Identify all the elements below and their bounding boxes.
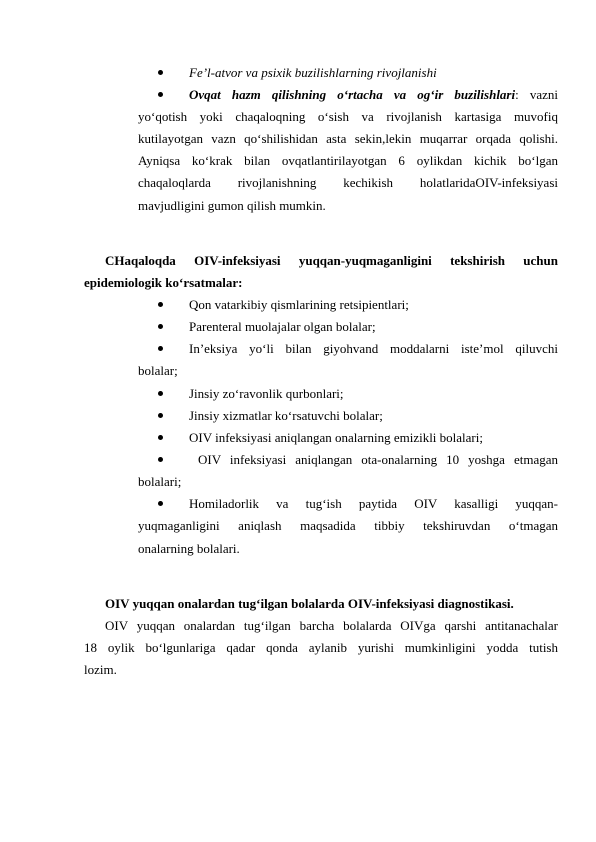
paragraph-line: lozim. [84,662,117,677]
list-item-text: Jinsiy xizmatlar ko‘rsatuvchi bolalar; [189,408,383,423]
bullet-icon [158,302,163,307]
list-item-text: OIV infeksiyasi aniqlangan ota-onalarning 10 yoshga etmagan [189,452,558,467]
paragraph-line: OIV yuqqan onalardan tug‘ilgan barcha bolalarda OIVga qarshi antitanachalar [105,618,558,633]
bullet-icon [158,391,163,396]
section-heading: CHaqaloqda OIV-infeksiyasi yuqqan-yuqmaganligini tekshirish uchun [105,253,558,268]
continuation-line: yuqmaganligini aniqlash maqsadida tibbiy tekshiruvdan o‘tmagan [138,518,558,533]
continuation-line: chaqaloqlarda rivojlanishning kechikish holatlaridaOIV-infeksiyasi [138,175,558,190]
bullet-icon [158,324,163,329]
bullet-icon [158,92,163,97]
list-item-text: Jinsiy zo‘ravonlik qurbonlari; [189,386,344,401]
continuation-line: onalarning bolalari. [138,541,240,556]
bullet-icon [158,70,163,75]
bullet-icon [158,435,163,440]
bullet-icon [158,457,163,462]
continuation-line: kutilayotgan vazn qo‘shilishidan asta sekin,lekin muqarrar orqada qolishi. [138,131,558,146]
list-item-text: Parenteral muolajalar olgan bolalar; [189,319,376,334]
section-heading: epidemiologik ko‘rsatmalar: [84,275,243,290]
list-item-text: Qon vatarkibiy qismlarining retsipientlari; [189,297,409,312]
list-item-text: Homiladorlik va tug‘ish paytida OIV kasalligi yuqqan- [189,496,558,511]
continuation-line: Ayniqsa ko‘krak bilan ovqatlantirilayotgan 6 oylikdan kichik bo‘lgan [138,153,558,168]
list-item-title: Fe’l-atvor va psixik buzilishlarning rivojlanishi [189,65,437,80]
continuation-line: bolalari; [138,474,182,489]
bullet-icon [158,346,163,351]
list-item-text: : vazni [515,87,559,102]
section-heading: OIV yuqqan onalardan tug‘ilgan bolalarda OIV-infeksiyasi diagnostikasi. [105,596,514,611]
list-item-text: OIV infeksiyasi aniqlangan onalarning emizikli bolalari; [189,430,483,445]
continuation-line: bolalar; [138,363,178,378]
continuation-line: yo‘qotish yoki chaqaloqning o‘sish va rivojlanish kartasiga muvofiq [138,109,558,124]
list-item-title: Ovqat hazm qilishning o‘rtacha va og‘ir buzilishlari [189,87,516,102]
continuation-line: mavjudligini gumon qilish mumkin. [138,198,326,213]
paragraph-line: 18 oylik bo‘lgunlariga qadar qonda aylanib yurishi mumkinligini yodda tutish [84,640,558,655]
list-item-text: In’eksiya yo‘li bilan giyohvand moddalarni iste’mol qiluvchi [189,341,558,356]
bullet-icon [158,501,163,506]
bullet-icon [158,413,163,418]
